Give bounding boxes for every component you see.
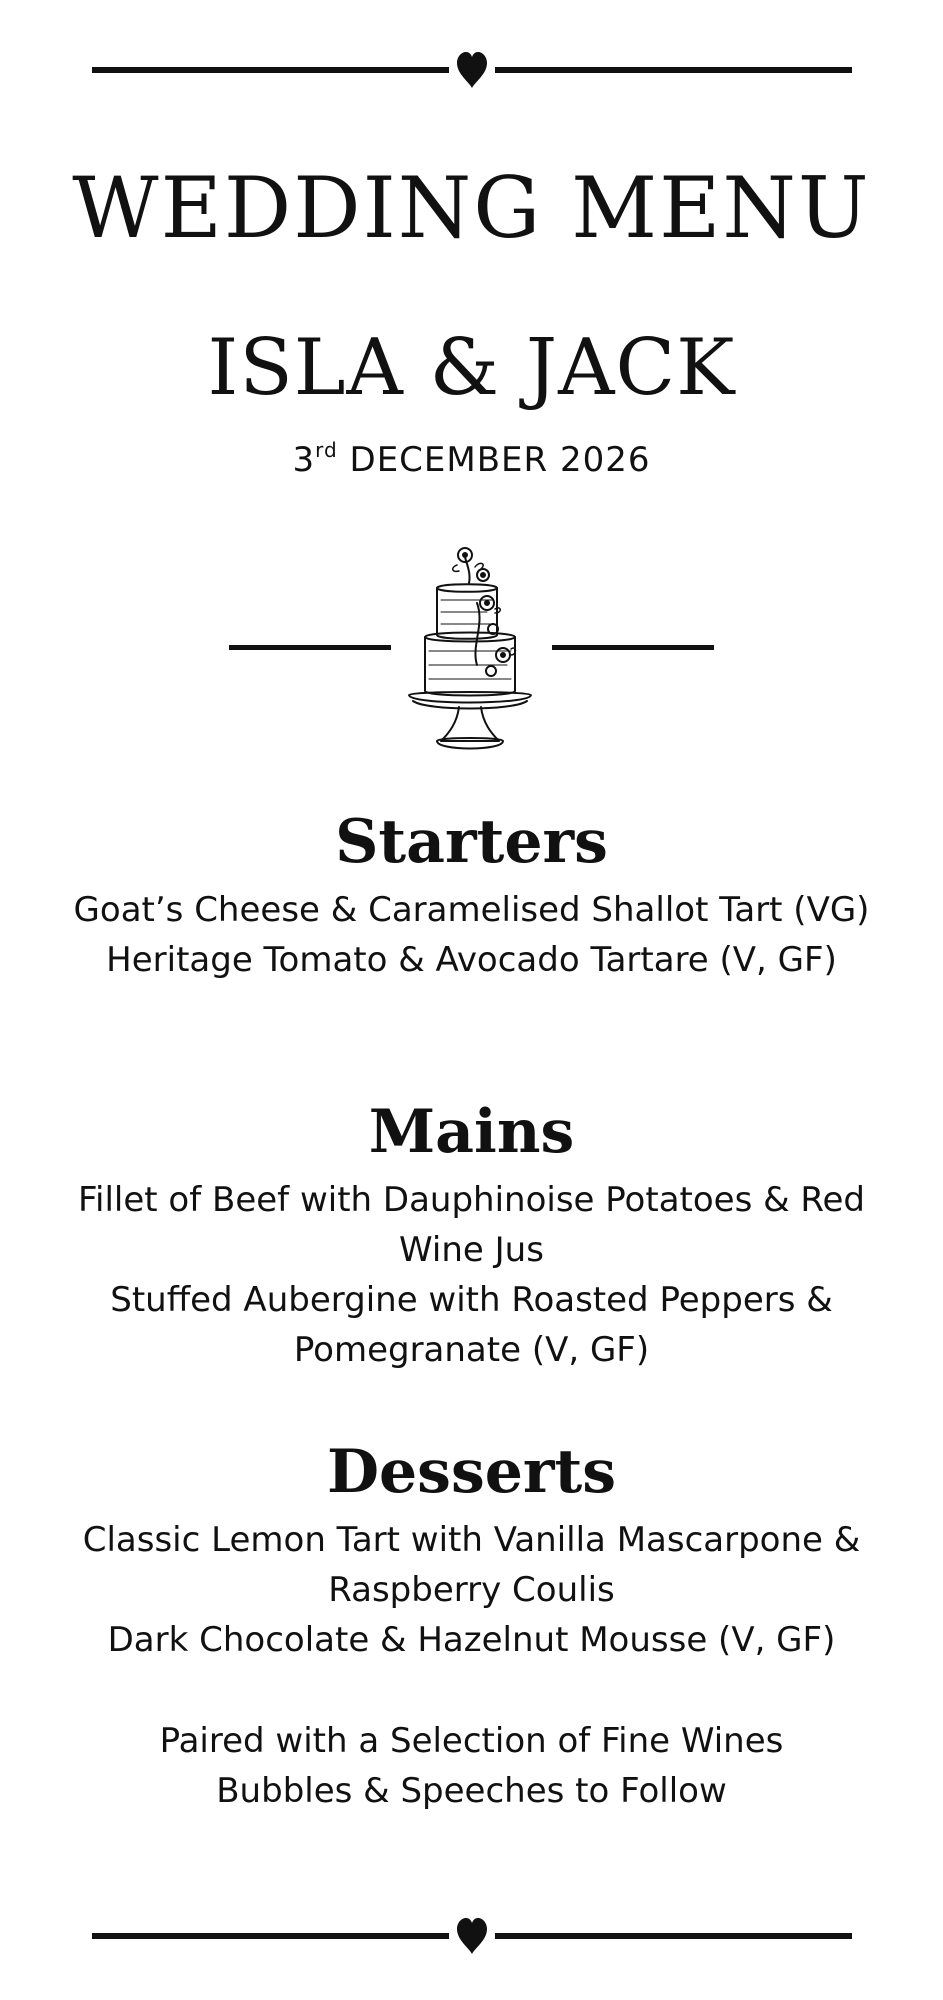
divider-line-left [92,67,449,73]
starters-heading: Starters [335,807,608,877]
divider-line-right [495,1933,852,1939]
heart-icon [455,50,489,90]
date-month-year: DECEMBER 2026 [337,440,651,480]
divider-line-right [495,67,852,73]
heart-icon [455,1916,489,1956]
menu-item: Stuffed Aubergine with Roasted Peppers & Pomegranate (V, GF) [110,1280,833,1370]
desserts-heading: Desserts [326,1437,617,1507]
date-day: 3 [292,440,316,480]
menu-item: Dark Chocolate & Hazelnut Mousse (V, GF) [107,1620,836,1660]
top-heart-divider [92,50,852,90]
mains-heading: Mains [368,1097,575,1167]
speeches-line: Bubbles & Speeches to Follow [216,1771,727,1811]
divider-line-right [552,645,714,650]
couple-names: ISLA & JACK [207,323,736,413]
menu-title: WEDDING MENU [72,159,871,257]
starters-list [60,885,883,985]
divider-line-left [92,1933,449,1939]
wedding-date [0,436,943,484]
divider-line-left [229,645,391,650]
wedding-cake-icon [407,545,537,755]
date-suffix: rd [315,438,338,462]
menu-item: Goat’s Cheese & Caramelised Shallot Tart (VG) [73,890,870,930]
menu-item: Heritage Tomato & Avocado Tartare (V, GF) [106,940,837,980]
cake-divider [229,545,714,755]
menu-item: Classic Lemon Tart with Vanilla Mascarpone & Raspberry Coulis [82,1520,861,1610]
menu-item: Fillet of Beef with Dauphinoise Potatoes & Red Wine Jus [77,1180,866,1270]
wine-pairing-line: Paired with a Selection of Fine Wines [159,1721,784,1761]
mains-list [60,1175,883,1375]
desserts-list [60,1515,883,1665]
bottom-heart-divider [92,1916,852,1956]
closing-note [60,1716,883,1816]
